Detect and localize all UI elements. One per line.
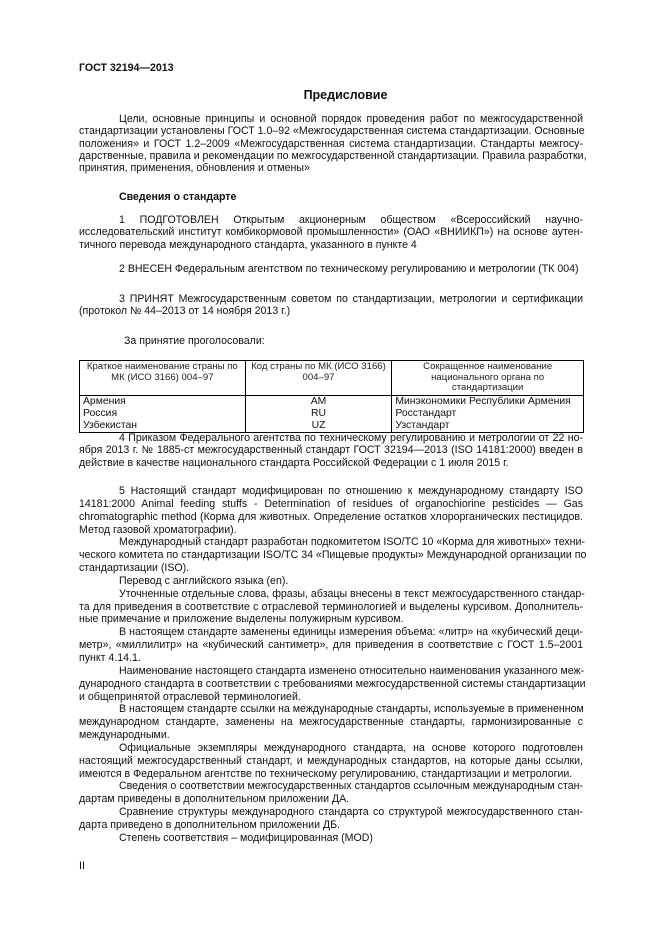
text-line: Метод газовой хроматографии). bbox=[79, 523, 237, 536]
text-line: ческого комитета по стандартизации ISO/TC 34 «Пищевые продукты» Международной организации по bbox=[79, 549, 587, 562]
paragraph bbox=[79, 832, 583, 845]
text-line: В настоящем стандарте ссылки на международные стандарты, используемые в примененном bbox=[119, 703, 584, 716]
item-2-paragraph bbox=[79, 263, 583, 275]
document-id: ГОСТ 32194—2013 bbox=[79, 62, 174, 74]
text-line: стандартизации установлены ГОСТ 1.0–92 «Межгосударственная система стандартизации. Основные bbox=[79, 125, 585, 138]
text-line: Перевод с английского языка (en). bbox=[119, 574, 289, 587]
text-line: Сравнение структуры международного стандарта со структурой межгосударственного стан- bbox=[119, 806, 583, 819]
text-line: и общепринятой отраслевой терминологией. bbox=[79, 690, 301, 703]
text-line: ября 2013 г. № 1885-ст межгосударственный стандарт ГОСТ 32194—2013 (ISO 14181:2000) введен в bbox=[79, 444, 583, 457]
code-cell: AM bbox=[245, 395, 392, 408]
page-title: Предисловие bbox=[303, 88, 388, 102]
text-line: исследовательский институт комбикормовой промышленности» (ОАО «ВНИИКП») на основе аутен- bbox=[79, 226, 583, 239]
page-number: II bbox=[79, 860, 85, 872]
paragraph bbox=[79, 806, 583, 832]
text-line: chromatographic method (Корма для животных. Определение остатков хлорорганических пестицидов. bbox=[79, 510, 583, 523]
voted-label: За принятие проголосовали: bbox=[124, 335, 265, 347]
text-line: ные примечание и приложение выделены полужирным курсивом. bbox=[79, 613, 404, 626]
text-line: дартам приведены в дополнительном приложении ДА. bbox=[79, 793, 350, 806]
text-line: метр», «миллилитр» на «кубический сантиметр», для приведения в соответствие с ГОСТ 1.5–2001 bbox=[79, 639, 583, 652]
text-line: дународного стандарта в соответствии с требованиями межгосударственной системы стандартизации bbox=[79, 677, 586, 690]
country-cell: Россия bbox=[80, 408, 246, 420]
item-5-section bbox=[79, 485, 587, 845]
intro-paragraph bbox=[79, 113, 587, 175]
text-line: 5 Настоящий стандарт модифицирован по отношению к международному стандарту ISO bbox=[119, 485, 583, 497]
table-row bbox=[80, 395, 584, 408]
text-line: та для приведения в соответствие с отраслевой терминологией и выделены курсивом. Дополнитель- bbox=[79, 600, 583, 613]
text-line: имеются в Федеральном агентстве по техническому регулированию, стандартизации и метрологии. bbox=[79, 767, 573, 780]
text-line: 3 ПРИНЯТ Межгосударственным советом по стандартизации, метрологии и сертификации bbox=[119, 293, 583, 305]
countries-table bbox=[79, 360, 584, 433]
text-line: стандартизации (ISO). bbox=[79, 562, 190, 575]
text-line: положения» и ГОСТ 1.2–2009 «Межгосударственная система стандартизации. Стандарты межгосу- bbox=[79, 137, 583, 150]
paragraph bbox=[79, 588, 583, 627]
text-line: дарта приведено в дополнительном приложении ДБ. bbox=[79, 818, 340, 831]
item-3-paragraph bbox=[79, 293, 583, 318]
section-heading: Сведения о стандарте bbox=[119, 191, 237, 203]
text-line: Уточненные отдельные слова, фразы, абзацы внесены в текст межгосударственного стандар- bbox=[119, 587, 585, 600]
item-1-paragraph bbox=[79, 214, 583, 251]
paragraph bbox=[79, 780, 583, 806]
code-cell: UZ bbox=[245, 420, 392, 433]
paragraph bbox=[79, 664, 586, 704]
text-line: 1 ПОДГОТОВЛЕН Открытым акционерным обществом «Всероссийский научно- bbox=[119, 214, 583, 226]
text-line: Степень соответствия – модифицированная (MOD) bbox=[119, 831, 373, 844]
text-line: Официальные экземпляры международного стандарта, на основе которого подготовлен bbox=[119, 741, 583, 754]
text-line: дарственные, правила и рекомендации по межгосударственной стандартизации. Правила разработки, bbox=[79, 149, 587, 162]
paragraph bbox=[79, 575, 583, 588]
paragraph bbox=[79, 742, 583, 781]
paragraph bbox=[79, 485, 583, 536]
agency-cell: Минэкономики Республики Армения bbox=[392, 395, 584, 408]
text-line: пункт 4.14.1. bbox=[79, 651, 141, 664]
paragraph bbox=[79, 536, 587, 575]
table-row bbox=[80, 408, 584, 420]
column-header: Код страны по МК (ИСО 3166) 004–97 bbox=[245, 361, 392, 396]
text-line: тичного перевода международного стандарта, указанного в пункте 4 bbox=[79, 238, 417, 251]
column-header: Сокращенное наименование национального органа по стандартизации bbox=[392, 361, 584, 396]
text-line: Сведения о соответствии межгосударственных стандартов ссылочным международным стан- bbox=[119, 780, 583, 793]
item-4-paragraph bbox=[79, 432, 583, 469]
agency-cell: Росстандарт bbox=[392, 408, 584, 420]
text-line: В настоящем стандарте заменены единицы измерения объема: «литр» на «кубический деци- bbox=[119, 626, 583, 639]
text-line: Цели, основные принципы и основной порядок проведения работ по межгосударственной bbox=[119, 113, 583, 125]
country-cell: Узбекистан bbox=[80, 420, 246, 433]
text-line: (протокол № 44–2013 от 14 ноября 2013 г.) bbox=[79, 305, 291, 318]
text-line: принятия, применения, обновления и отмены» bbox=[79, 162, 310, 175]
paragraph bbox=[79, 703, 583, 742]
text-line: действие в качестве национального стандарта Российской Федерации с 1 июля 2015 г. bbox=[79, 456, 509, 469]
paragraph bbox=[79, 626, 583, 665]
text-line: Наименование настоящего стандарта изменено относительно наименования указанного меж- bbox=[119, 664, 585, 677]
text-line: 4 Приказом Федерального агентства по техническому регулированию и метрологии от 22 но- bbox=[119, 432, 583, 444]
code-cell: RU bbox=[245, 408, 392, 420]
text-line: Международный стандарт разработан подкомитетом ISO/TC 10 «Корма для животных» техни- bbox=[119, 536, 585, 549]
text-line: 14181:2000 Animal feeding stuffs - Determination of residues of organochiorine pesticides — Gas bbox=[79, 497, 583, 510]
text-line: международными. bbox=[79, 729, 170, 742]
text-line: 2 ВНЕСЕН Федеральным агентством по техническому регулированию и метрологии (ТК 004) bbox=[119, 263, 579, 275]
table-row bbox=[80, 420, 584, 433]
table-header-row bbox=[80, 361, 584, 396]
text-line: международном стандарте, заменены на межгосударственные стандарты, гармонизированные с bbox=[79, 716, 583, 729]
agency-cell: Узстандарт bbox=[392, 420, 584, 433]
country-cell: Армения bbox=[80, 395, 246, 408]
text-line: настоящий межгосударственный стандарт, и международных стандартов, на которые даны ссылки, bbox=[79, 754, 583, 767]
column-header: Краткое наименование страны по МК (ИСО 3166) 004–97 bbox=[80, 361, 246, 396]
